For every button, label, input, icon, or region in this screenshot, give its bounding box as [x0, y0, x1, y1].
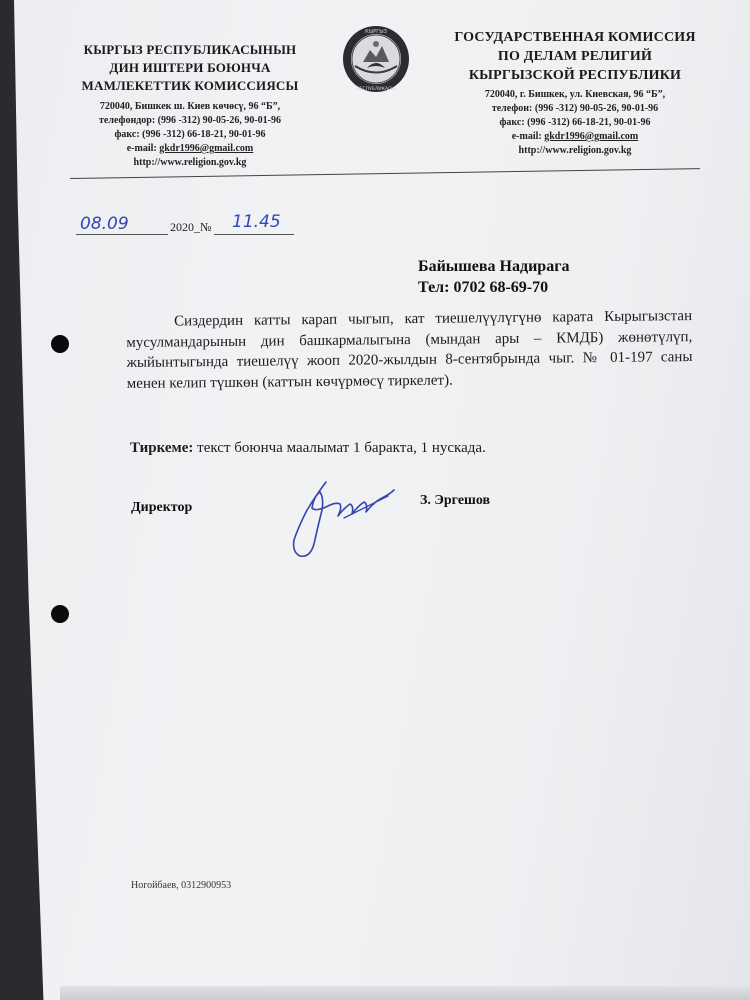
signatory-title: Директор	[131, 500, 193, 515]
reference-year-number: 2020_№	[170, 220, 212, 234]
header-right-line2: ПО ДЕЛАМ РЕЛИГИЙ	[497, 49, 653, 64]
handwritten-number: 11.45	[232, 212, 281, 232]
letter-body: Сиздердин катты карап чыгып, кат тиешелүүлүгүнө карата Кырыгызстан мусулмандарынын дин башкармалыгына (мындан ары – КМДБ) жөнөтүлүп, жыйынтыгында тиешелүү жооп 2020-жылдын 8-сентябрында чыг. № 01-197 саны менен келип түшкөн (каттын көчүрмөсү тиркелет).	[126, 308, 693, 392]
header-left-email-line	[70, 142, 310, 156]
email-prefix: e-mail:	[126, 143, 160, 154]
header-left-address: 720040, Бишкек ш. Киев көчөсү, 96 “Б”,	[99, 101, 281, 112]
emblem-text-top: КЫРГЫЗ	[365, 29, 387, 35]
sheet-edge	[60, 986, 750, 1000]
signature-svg	[284, 478, 414, 562]
handwritten-date: 08.09	[80, 214, 129, 234]
header-right-web[interactable]: http://www.religion.gov.kg	[518, 145, 632, 156]
number-underline	[214, 234, 294, 235]
email-prefix: e-mail:	[511, 131, 545, 142]
handwritten-signature	[284, 478, 414, 562]
recipient-phone: Тел: 0702 68-69-70	[418, 279, 549, 296]
recipient-name: Байышева Надирага	[418, 258, 570, 275]
header-right-fax: факс: (996 -312) 66-18-21, 90-01-96	[499, 117, 651, 128]
executor-note: Ногойбаев, 0312900953	[131, 880, 232, 891]
header-right-address: 720040, г. Бишкек, ул. Киевская, 96 “Б”,	[484, 89, 666, 100]
attachment-label: Тиркеме:	[130, 440, 194, 456]
emblem-svg	[341, 24, 411, 94]
header-left-phone: телефондор: (996 -312) 90-05-26, 90-01-96	[99, 115, 281, 126]
date-underline	[76, 234, 168, 235]
signatory-name: З. Эргешов	[420, 493, 491, 508]
header-right-line3: КЫРГЫЗСКОЙ РЕСПУБЛИКИ	[468, 68, 682, 83]
punch-hole	[51, 605, 69, 623]
punch-hole	[51, 335, 69, 353]
email-link[interactable]: gkdr1996@gmail.com	[159, 143, 254, 154]
header-right-phone: телефон: (996 -312) 90-05-26, 90-01-96	[491, 103, 659, 114]
header-left-fax: факс: (996 -312) 66-18-21, 90-01-96	[114, 129, 266, 140]
header-left-line3: МАМЛЕКЕТТИК КОМИССИЯСЫ	[81, 78, 299, 93]
header-right-line1: ГОСУДАРСТВЕННАЯ КОМИССИЯ	[454, 30, 696, 45]
email-link[interactable]: gkdr1996@gmail.com	[544, 131, 639, 142]
attachment-line	[130, 438, 650, 459]
header-left-line1: КЫРГЫЗ РЕСПУБЛИКАСЫНЫН	[83, 42, 297, 57]
attachment-text: текст боюнча маалымат 1 баракта, 1 нускада.	[193, 440, 486, 456]
state-emblem-icon	[341, 24, 411, 94]
header-left-line2: ДИН ИШТЕРИ БОЮНЧА	[109, 60, 271, 75]
header-left-web[interactable]: http://www.religion.gov.kg	[133, 157, 247, 168]
emblem-text-bottom: РЕСПУБЛИКАСЫ	[356, 87, 396, 92]
header-right-email-line	[440, 130, 710, 144]
